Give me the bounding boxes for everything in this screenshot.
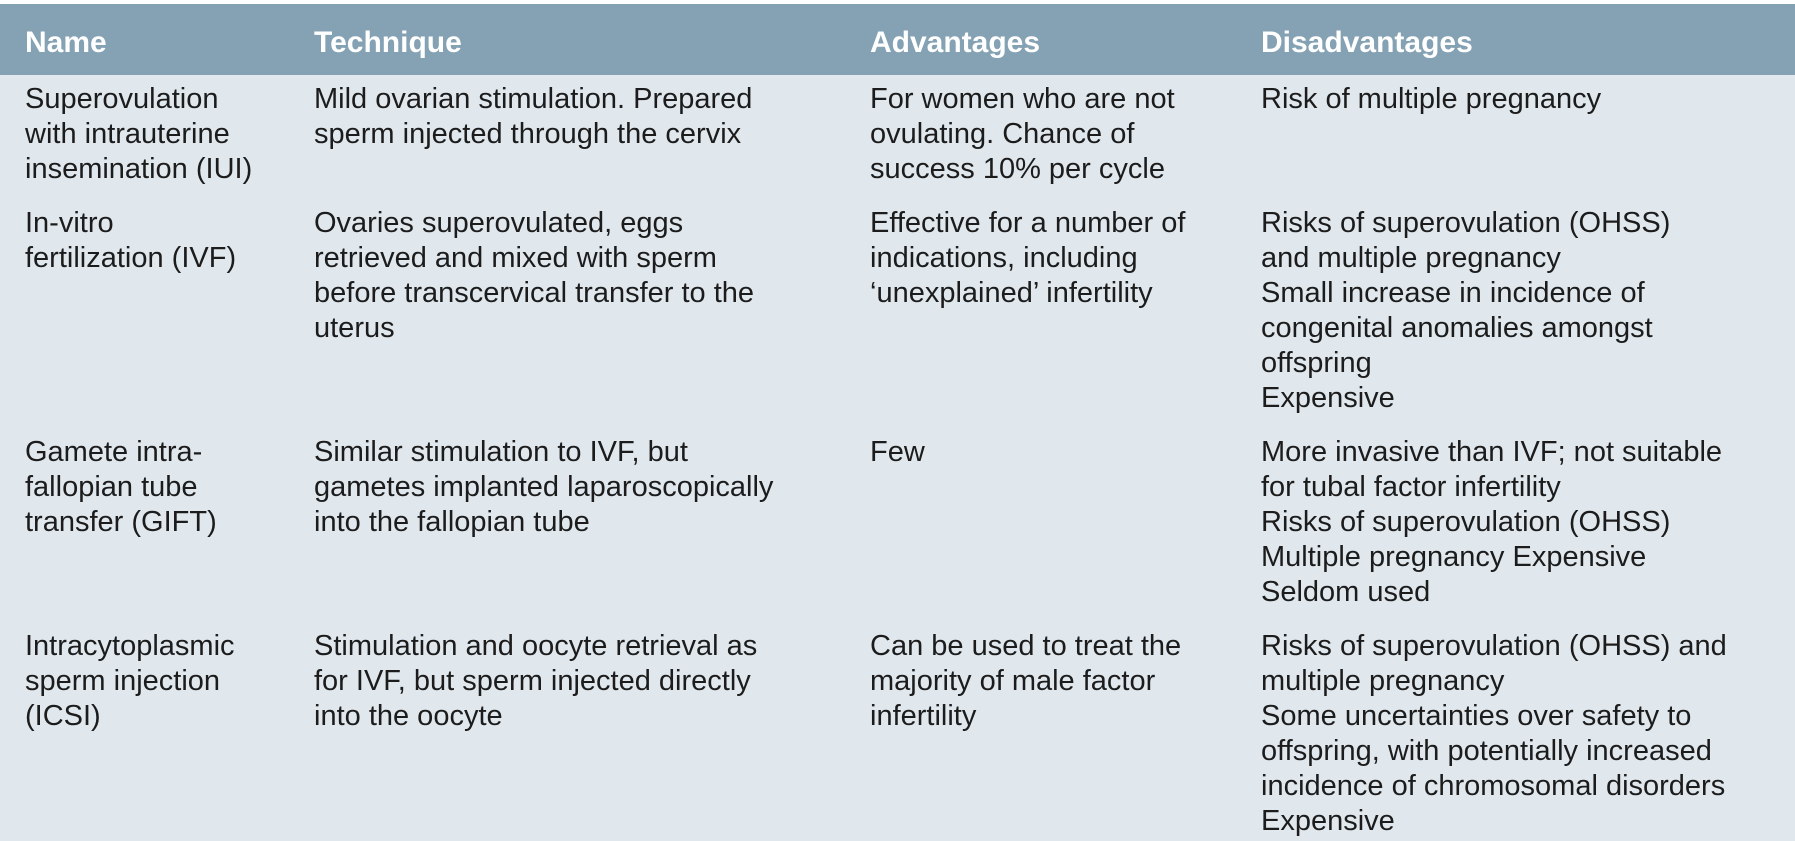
table-row [0,199,1795,428]
header-technique: Technique [289,4,845,75]
cell-advantages: For women who are not ovulating. Chance of success 10% per cycle [870,83,1175,185]
cell-advantages: Can be used to treat the majority of male factor infertility [870,630,1182,732]
header-name: Name [0,4,289,75]
header-advantages: Advantages [845,4,1236,75]
cell-advantages: Effective for a number of indications, including ‘unexplained’ infertility [870,207,1186,309]
cell-disadvantages: Risks of superovulation (OHSS) and multiple pregnancy Some uncertainties over safety to offspring, with potentially increased incidence of chromosomal disorders Expensive [1261,630,1727,837]
cell-name: Gamete intra- fallopian tube transfer (GIFT) [25,436,217,538]
cell-name: Superovulation with intrauterine insemination (IUI) [25,83,253,185]
cell-technique: Similar stimulation to IVF, but gametes implanted laparoscopically into the fallopian tube [314,436,774,538]
table-row [0,622,1795,841]
table-header [0,4,1795,75]
header-row [0,4,1795,75]
table-row [0,428,1795,622]
cell-name: Intracytoplasmic sperm injection (ICSI) [25,630,235,732]
cell-technique: Stimulation and oocyte retrieval as for IVF, but sperm injected directly into the oocyte [314,630,758,732]
cell-name: In-vitro fertilization (IVF) [25,207,237,274]
table-row [0,75,1795,199]
header-disadvantages: Disadvantages [1236,4,1795,75]
cell-disadvantages: More invasive than IVF; not suitable for tubal factor infertility Risks of superovulation (OHSS) Multiple pregnancy Expensive Seldom used [1261,436,1723,608]
cell-technique: Ovaries superovulated, eggs retrieved and mixed with sperm before transcervical transfer to the uterus [314,207,755,344]
cell-disadvantages: Risks of superovulation (OHSS) and multiple pregnancy Small increase in incidence of congenital anomalies amongst offspring Expensive [1261,207,1671,414]
table-body [0,75,1795,841]
cell-advantages: Few [870,436,925,468]
fertility-treatments-table [0,4,1795,841]
cell-disadvantages: Risk of multiple pregnancy [1261,83,1602,115]
cell-technique: Mild ovarian stimulation. Prepared sperm injected through the cervix [314,83,753,150]
